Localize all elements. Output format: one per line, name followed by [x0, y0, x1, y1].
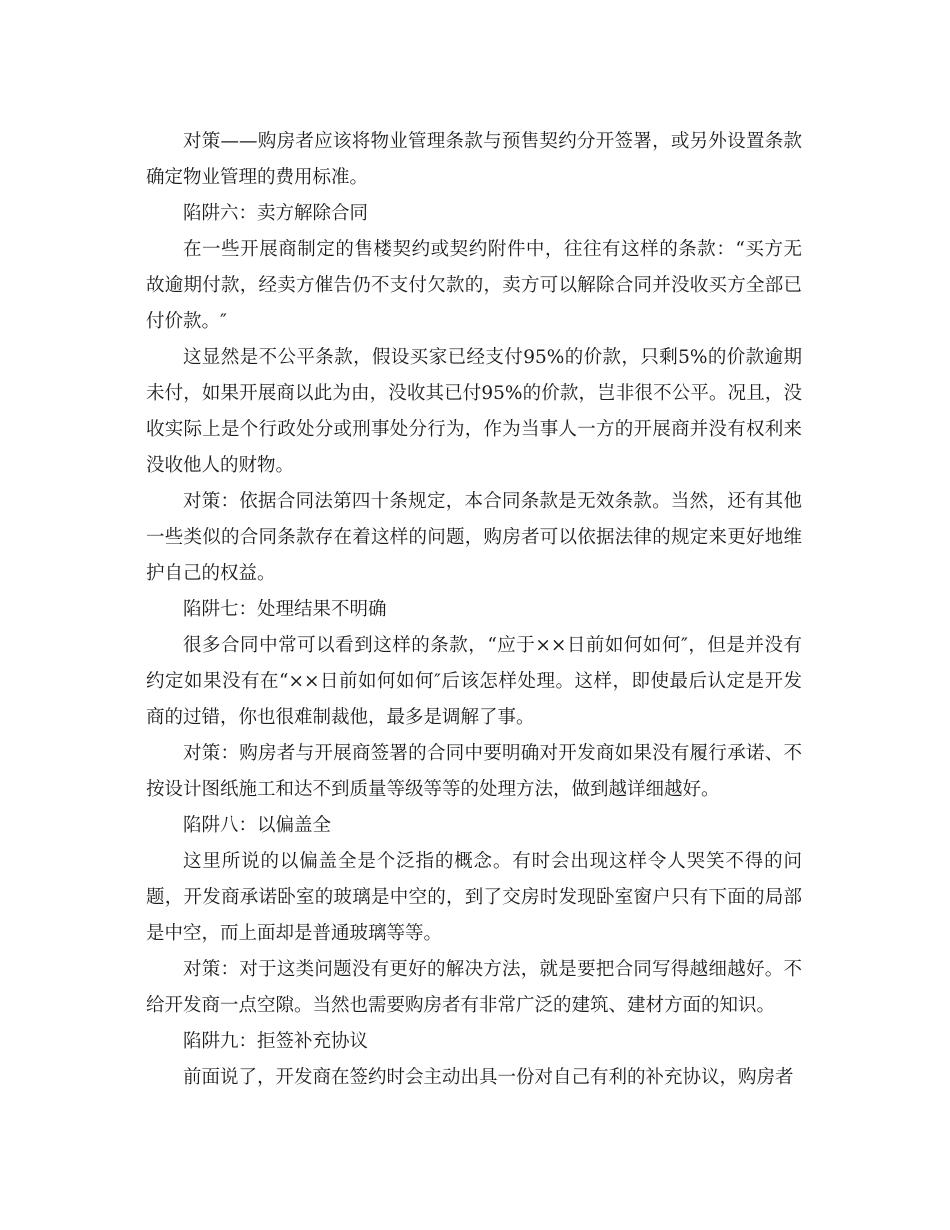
paragraph-trap-seven-countermeasure: 对策：购房者与开展商签署的合同中要明确对开发商如果没有履行承诺、不按设计图纸施工和达不到质量等级等等的处理方法，做到越详细越好。	[146, 743, 802, 800]
paragraph-trap-six-clause: 在一些开展商制定的售楼契约或契约附件中，往往有这样的条款：“买方无故逾期付款，经卖方催告仍不支付欠款的，卖方可以解除合同并没收买方全部已付价款。″	[146, 239, 802, 332]
heading-trap-eight: 陷阱八：以偏盖全	[183, 815, 332, 836]
paragraph-trap-seven-description: 很多合同中常可以看到这样的条款，“应于××日前如何如何″，但是并没有约定如果没有在“××日前如何如何″后该怎样处理。这样，即使最后认定是开发商的过错，你也很难制裁他，最多是调解了事。	[146, 635, 802, 728]
document-body	[146, 124, 802, 1096]
paragraph-trap-six-analysis: 这显然是不公平条款，假设买家已经支付95%的价款，只剩5%的价款逾期未付，如果开展商以此为由，没收其已付95%的价款，岂非很不公平。况且，没收实际上是个行政处分或刑事处分行为，作为当事人一方的开展商并没有权利来没收他人的财物。	[146, 347, 802, 476]
heading-trap-seven: 陷阱七：处理结果不明确	[183, 599, 387, 620]
heading-trap-six: 陷阱六：卖方解除合同	[183, 203, 369, 224]
paragraph-trap-nine-description: 前面说了，开发商在签约时会主动出具一份对自己有利的补充协议，购房者	[183, 1067, 794, 1088]
paragraph-countermeasure-property: 对策——购房者应该将物业管理条款与预售契约分开签署，或另外设置条款确定物业管理的费用标准。	[146, 131, 802, 188]
paragraph-trap-eight-countermeasure: 对策：对于这类问题没有更好的解决方法，就是要把合同写得越细越好。不给开发商一点空隙。当然也需要购房者有非常广泛的建筑、建材方面的知识。	[146, 959, 802, 1016]
heading-trap-nine: 陷阱九：拒签补充协议	[183, 1031, 369, 1052]
paragraph-trap-six-countermeasure: 对策：依据合同法第四十条规定，本合同条款是无效条款。当然，还有其他一些类似的合同条款存在着这样的问题，购房者可以依据法律的规定来更好地维护自己的权益。	[146, 491, 802, 584]
paragraph-trap-eight-description: 这里所说的以偏盖全是个泛指的概念。有时会出现这样令人哭笑不得的问题，开发商承诺卧室的玻璃是中空的，到了交房时发现卧室窗户只有下面的局部是中空，而上面却是普通玻璃等等。	[146, 851, 802, 944]
